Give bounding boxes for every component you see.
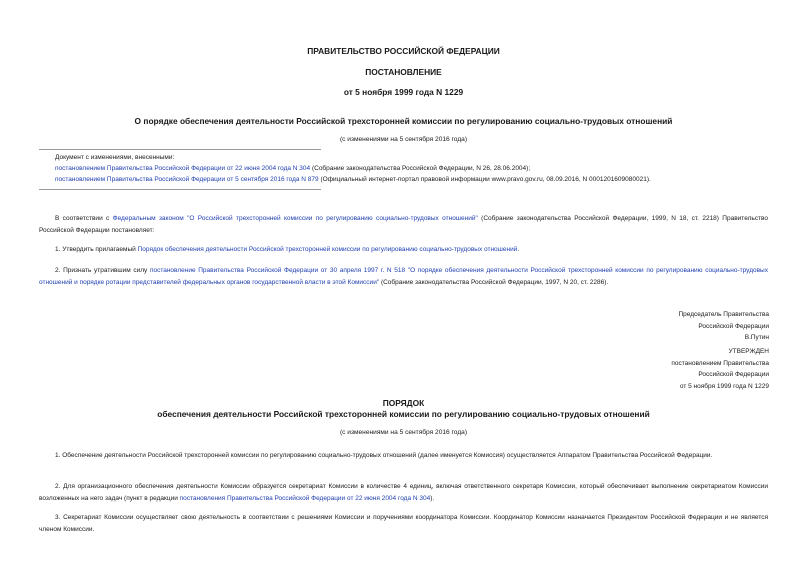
- doc-date-number: от 5 ноября 1999 года N 1229: [343, 87, 464, 97]
- clause-2-paragraph: 2. Признать утратившим силу постановление Правительства Российской Федерации от 30 апреля 1997 г. N 518 "О порядке обеспечения деятельности Российской трехсторонней комиссии по регулированию социально-трудовых отношений и порядке ротации представителей федеральных органов государственной власти в этой Комиссии" (Собрание законодательства Российской Федерации, 1997, N 20, ст. 2286).: [39, 267, 768, 286]
- approval-by: постановлением Правительства: [671, 359, 769, 367]
- amendments-top-rule: [39, 149, 321, 150]
- order-clause-1: 1. Обеспечение деятельности Российской трехсторонней комиссии по регулированию социально-трудовых отношений (далее именуется Комиссия) осуществляется Аппаратом Правительства Российской Федерации.: [55, 452, 713, 459]
- amendment-text: (Собрание законодательства Российской Федерации, N 26, 28.06.2004);: [310, 165, 531, 172]
- amendment-link[interactable]: постановлением Правительства Российской Федерации от 5 сентября 2016 года N 879: [55, 176, 319, 183]
- amendment-text: (Официальный интернет-портал правовой информации www.pravo.gov.ru, 08.09.2016, N 0001201609080021).: [318, 176, 651, 183]
- approval-date: от 5 ноября 1999 года N 1229: [679, 382, 769, 390]
- amendment-link[interactable]: постановлением Правительства Российской Федерации от 22 июня 2004 года N 304: [55, 165, 311, 172]
- amendment-item: [55, 174, 785, 186]
- doc-title: О порядке обеспечения деятельности Российской трехсторонней комиссии по регулированию социально-трудовых отношений: [134, 116, 673, 126]
- repealed-resolution-link[interactable]: постановление Правительства Российской Федерации от 30 апреля 1997 г. N 518 "О порядке обеспечения деятельности Российской трехсторонней комиссии по регулированию социально-трудовых отношений и порядке ротации представителей федеральных органов государственной власти в этой Комиссии": [39, 267, 768, 286]
- order-clause-3: 3. Секретариат Комиссии осуществляет свою деятельность в соответствии с решениями Комиссии и поручениями координатора Комиссии. Координатор Комиссии назначается Президентом Российской Федерации и не является членом Комиссии.: [39, 514, 768, 533]
- amendments-bottom-rule: [39, 189, 321, 190]
- clause-1-paragraph: 1. Утвердить прилагаемый Порядок обеспечения деятельности Российской трехсторонней комиссии по регулированию социально-трудовых отношений.: [55, 246, 520, 253]
- preamble-paragraph: В соответствии с Федеральным законом "О Российской трехсторонней комиссии по регулированию социально-трудовых отношений" (Собрание законодательства Российской Федерации, 1999, N 18, ст. 2218) Правительство Российской Федерации постановляет:: [39, 215, 769, 234]
- amendment-2004-link[interactable]: постановления Правительства Российской Федерации от 22 июня 2004 года N 304: [179, 494, 431, 502]
- edition-note: (с изменениями на 5 сентября 2016 года): [339, 136, 468, 143]
- signature-position: Председатель Правительства: [678, 311, 769, 318]
- signature-country: Российской Федерации: [698, 322, 769, 330]
- signature-block: [678, 309, 769, 344]
- government-heading: ПРАВИТЕЛЬСТВО РОССИЙСКОЙ ФЕДЕРАЦИИ: [307, 46, 500, 56]
- federal-law-link[interactable]: Федеральным законом "О Российской трехсторонней комиссии по регулированию социально-трудовых отношений": [112, 215, 478, 222]
- amendment-item: [55, 163, 785, 175]
- amendments-intro: Документ с изменениями, внесенными:: [55, 154, 175, 161]
- approval-block: [671, 346, 769, 392]
- approval-country: Российской Федерации: [698, 371, 769, 378]
- signature-name: В.Путин: [744, 334, 769, 341]
- order-subtitle: обеспечения деятельности Российской трехсторонней комиссии по регулированию социально-трудовых отношений: [157, 409, 650, 419]
- approval-label: УТВЕРЖДЕН: [728, 348, 769, 355]
- order-title: ПОРЯДОК: [382, 398, 425, 408]
- order-clause-2: 2. Для организационного обеспечения деятельности Комиссии образуется секретариат Комиссии в количестве 4 единиц, включая ответственного секретаря Комиссии, который обеспечивает выполнение секретариатом Комиссии возложенных на него задач (пункт в редакции постановления Правительства Российской Федерации от 22 июня 2004 года N 304).: [39, 483, 768, 502]
- order-edition-note: (с изменениями на 5 сентября 2016 года): [339, 429, 468, 436]
- order-link[interactable]: Порядок обеспечения деятельности Российской трехсторонней комиссии по регулированию социально-трудовых отношений: [137, 246, 518, 253]
- doc-type-heading: ПОСТАНОВЛЕНИЕ: [365, 67, 442, 77]
